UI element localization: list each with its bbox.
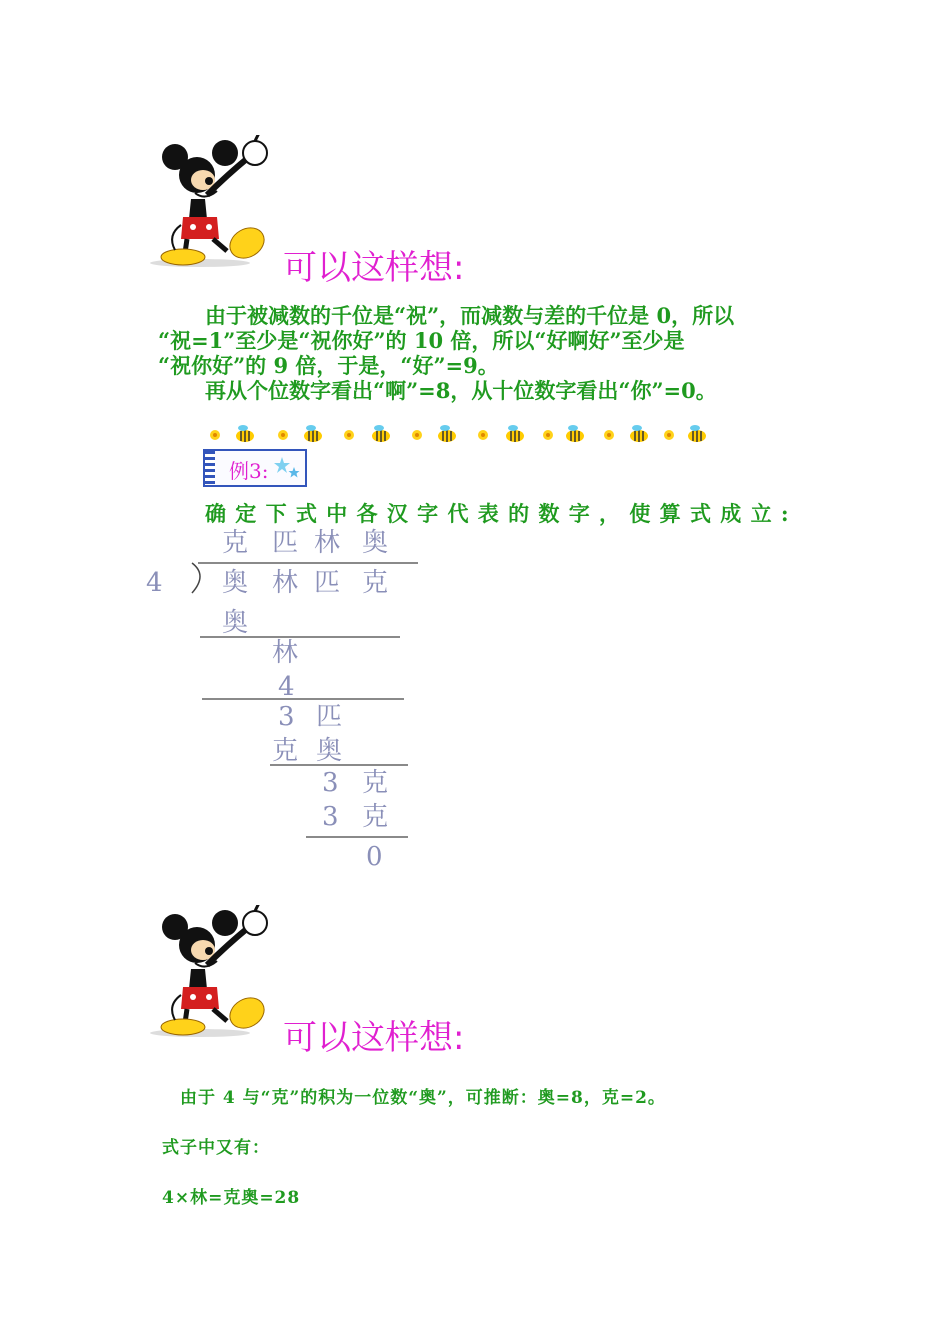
bee-icon	[304, 425, 322, 442]
step-digit: 奥	[222, 608, 249, 638]
step-digit: 林	[272, 638, 299, 668]
flower-icon	[412, 430, 422, 440]
example-label: 例3:	[229, 459, 269, 483]
bee-icon	[236, 425, 254, 442]
dividend-digit: 匹	[314, 568, 341, 598]
bee-icon	[506, 425, 524, 442]
section-heading: 可以这样想:	[283, 1018, 465, 1058]
step-digit: 匹	[316, 702, 343, 732]
paragraph-line: “祝=1”至少是“祝你好”的 10 倍，所以“好啊好”至少是	[158, 328, 685, 353]
step-digit: 3	[322, 768, 339, 798]
flower-icon	[478, 430, 488, 440]
dividend-digit: 林	[272, 568, 299, 598]
decorative-border	[203, 422, 713, 448]
step-digit: 3	[278, 702, 295, 732]
step-digit: 3	[322, 802, 339, 832]
flower-icon	[604, 430, 614, 440]
bee-icon	[566, 425, 584, 442]
step-digit: 克	[272, 736, 299, 766]
paragraph-line: 4×林=克奥=28	[162, 1188, 301, 1208]
bee-icon	[372, 425, 390, 442]
flower-icon	[664, 430, 674, 440]
flower-icon	[210, 430, 220, 440]
paragraph-line: 再从个位数字看出“啊”=8，从十位数字看出“你”=0。	[205, 378, 717, 403]
dividend-digit: 奥	[222, 568, 249, 598]
paragraph-line: 式子中又有：	[162, 1138, 270, 1158]
quotient-digit: 克	[222, 528, 249, 558]
mascot-illustration	[145, 905, 270, 1040]
paragraph-line: 由于被减数的千位是“祝”，而减数与差的千位是 0，所以	[205, 303, 735, 328]
dividend-digit: 克	[362, 568, 389, 598]
remainder: 0	[366, 842, 383, 872]
quotient-digit: 林	[314, 528, 341, 558]
paragraph-line: 由于 4 与“克”的积为一位数“奥”，可推断：奥=8，克=2。	[180, 1088, 666, 1108]
quotient-digit: 奥	[362, 528, 389, 558]
paragraph-line: “祝你好”的 9 倍，于是，“好”=9。	[158, 353, 499, 378]
step-digit: 克	[362, 768, 389, 798]
divisor: 4	[146, 568, 163, 598]
film-strip-icon	[205, 451, 215, 485]
bee-icon	[688, 425, 706, 442]
bee-icon	[630, 425, 648, 442]
example-badge	[203, 449, 307, 487]
long-division-figure	[140, 525, 430, 875]
quotient-digit: 匹	[272, 528, 299, 558]
bee-icon	[438, 425, 456, 442]
example-prompt: 确 定 下 式 中 各 汉 字 代 表 的 数 字 ， 使 算 式 成 立 :	[205, 501, 790, 526]
mascot-illustration	[145, 135, 270, 270]
section-heading: 可以这样想:	[283, 248, 465, 288]
division-bracket	[192, 563, 200, 593]
step-digit: 4	[278, 672, 295, 702]
flower-icon	[278, 430, 288, 440]
flower-icon	[344, 430, 354, 440]
step-digit: 奥	[316, 736, 343, 766]
flower-icon	[543, 430, 553, 440]
stars-icon	[273, 455, 301, 483]
step-digit: 克	[362, 802, 389, 832]
